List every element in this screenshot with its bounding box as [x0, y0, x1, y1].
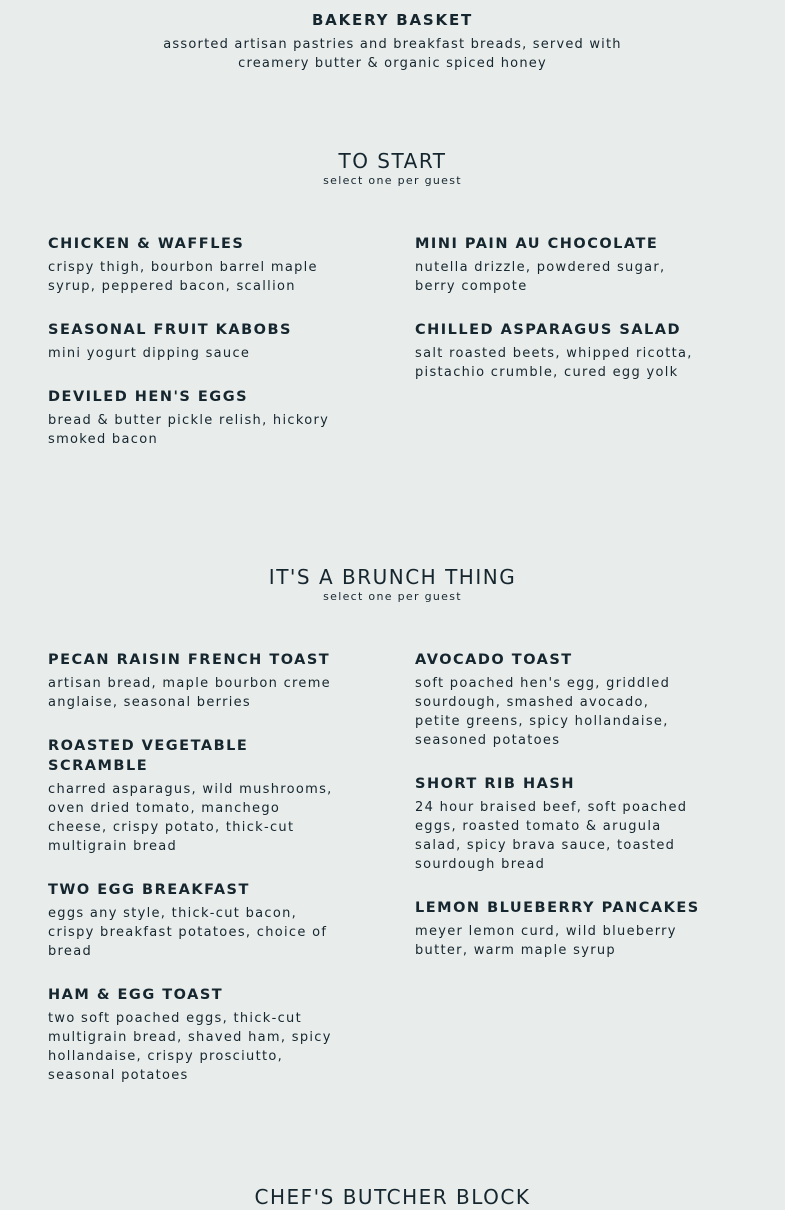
menu-item-description: nutella drizzle, powdered sugar, berry compote	[415, 260, 666, 294]
menu-item-name: MINI PAIN AU CHOCOLATE	[415, 236, 659, 252]
to-start-title: TO START	[338, 149, 447, 173]
menu-item	[415, 774, 700, 874]
menu-item	[48, 736, 333, 856]
menu-item-description: artisan bread, maple bourbon creme anglaise, seasonal berries	[48, 676, 331, 710]
bakery-basket-title: BAKERY BASKET	[311, 11, 474, 29]
to-start-left-column	[48, 234, 333, 473]
butcher-block-header	[0, 1184, 785, 1210]
menu-item-name: ROASTED VEGETABLE SCRAMBLE	[48, 738, 249, 774]
brunch-right-column	[415, 650, 700, 984]
brunch-title: IT'S A BRUNCH THING	[268, 565, 517, 589]
menu-item	[415, 320, 700, 382]
menu-item	[415, 650, 700, 750]
menu-item-description: salt roasted beets, whipped ricotta, pistachio crumble, cured egg yolk	[415, 346, 693, 380]
menu-item-name: SHORT RIB HASH	[415, 776, 575, 792]
menu-item	[415, 898, 700, 960]
menu-item-description: mini yogurt dipping sauce	[48, 346, 251, 361]
menu-item-description: meyer lemon curd, wild blueberry butter, warm maple syrup	[415, 924, 677, 958]
butcher-block-title: CHEF'S BUTCHER BLOCK	[254, 1185, 531, 1209]
menu-item-description: charred asparagus, wild mushrooms, oven dried tomato, manchego cheese, crispy potato, thick-cut multigrain bread	[48, 782, 333, 854]
menu-item-name: SEASONAL FRUIT KABOBS	[48, 322, 292, 338]
to-start-subtitle: select one per guest	[323, 174, 462, 187]
menu-item-description: bread & butter pickle relish, hickory smoked bacon	[48, 413, 330, 447]
menu-item	[48, 387, 333, 449]
menu-item-description: soft poached hen's egg, griddled sourdough, smashed avocado, petite greens, spicy hollandaise, seasoned potatoes	[415, 676, 671, 748]
menu-item-name: PECAN RAISIN FRENCH TOAST	[48, 652, 331, 668]
menu-item-name: TWO EGG BREAKFAST	[48, 882, 250, 898]
menu-item	[48, 880, 333, 961]
menu-item	[415, 234, 700, 296]
menu-item-description: two soft poached eggs, thick-cut multigrain bread, shaved ham, spicy hollandaise, crispy prosciutto, seasonal potatoes	[48, 1011, 332, 1083]
brunch-subtitle: select one per guest	[323, 590, 462, 603]
menu-item	[48, 985, 333, 1085]
menu-item-description: 24 hour braised beef, soft poached eggs, roasted tomato & arugula salad, spicy brava sauce, toasted sourdough bread	[415, 800, 688, 872]
menu-item-name: CHILLED ASPARAGUS SALAD	[415, 322, 682, 338]
bakery-desc-line-2: creamery butter & organic spiced honey	[238, 56, 547, 71]
menu-item-name: AVOCADO TOAST	[415, 652, 573, 668]
menu-item	[48, 320, 333, 363]
brunch-header	[0, 564, 785, 604]
to-start-right-column	[415, 234, 700, 406]
menu-item-name: CHICKEN & WAFFLES	[48, 236, 245, 252]
bakery-desc-line-1: assorted artisan pastries and breakfast breads, served with	[163, 37, 622, 52]
menu-item-description: crispy thigh, bourbon barrel maple syrup, peppered bacon, scallion	[48, 260, 318, 294]
menu-item-description: eggs any style, thick-cut bacon, crispy breakfast potatoes, choice of bread	[48, 906, 328, 959]
brunch-left-column	[48, 650, 333, 1109]
menu-item	[48, 234, 333, 296]
to-start-header	[0, 148, 785, 188]
menu-item-name: HAM & EGG TOAST	[48, 987, 224, 1003]
bakery-basket-section	[0, 10, 785, 73]
menu-item-name: DEVILED HEN'S EGGS	[48, 389, 249, 405]
bakery-basket-description	[158, 35, 628, 73]
menu-item-name: LEMON BLUEBERRY PANCAKES	[415, 900, 700, 916]
menu-item	[48, 650, 333, 712]
